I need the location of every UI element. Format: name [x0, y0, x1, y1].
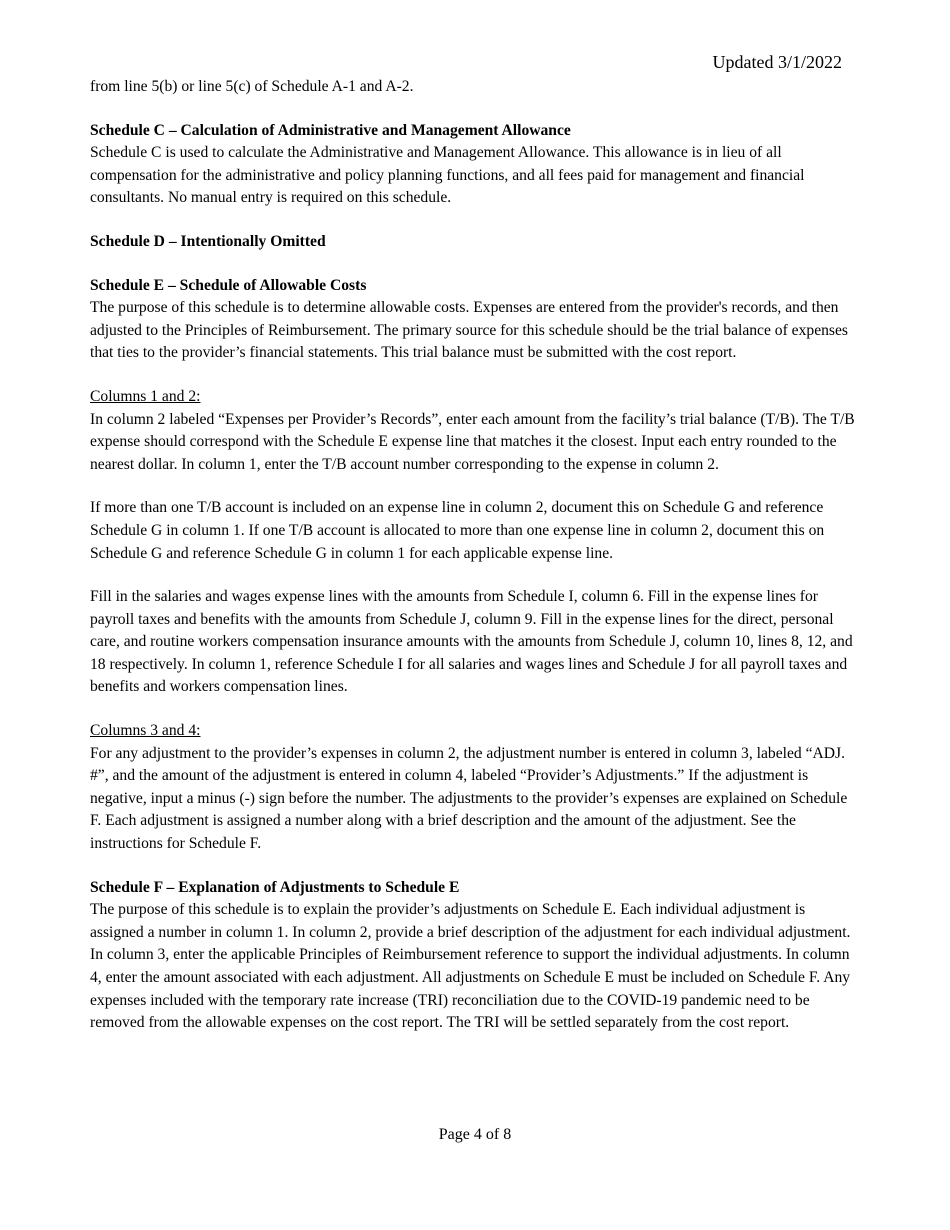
schedule-d-heading: Schedule D – Intentionally Omitted — [90, 232, 326, 250]
columns-1-2-paragraph-2: If more than one T/B account is included on an expense line in column 2, document this on Schedule G and reference Schedule G in column 1. If one T/B account is allocated to more than one expense line in column 2, document this on Schedule G and reference Schedule G in column 1 for each applicable expense line. — [90, 499, 825, 562]
schedule-c-body: Schedule C is used to calculate the Administrative and Management Allowance. This allowance is in lieu of all compensation for the administrative and policy planning functions, and all fees paid for management and financial consultants. No manual entry is required on this schedule. — [90, 144, 805, 207]
columns-1-2-paragraph-3: Fill in the salaries and wages expense lines with the amounts from Schedule I, column 6. Fill in the expense lines for payroll taxes and benefits with the amounts from Schedule J, column 9. Fill in the expense lines for the direct, personal care, and routine workers compensation insurance amounts with the amounts from Schedule J, column 10, lines 8, 12, and 18 respectively. In column 1, reference Schedule I for all salaries and wages lines and Schedule J for all payroll taxes and benefits and workers compensation lines. — [90, 588, 853, 696]
schedule-e-body: The purpose of this schedule is to determine allowable costs. Expenses are entered from the provider's records, and then adjusted to the Principles of Reimbursement. The primary source for this schedule should be the trial balance of expenses that ties to the provider’s financial statements. This trial balance must be submitted with the cost report. — [90, 299, 848, 362]
schedule-c-heading: Schedule C – Calculation of Administrative and Management Allowance — [90, 121, 571, 139]
schedule-f-heading: Schedule F – Explanation of Adjustments to Schedule E — [90, 878, 460, 896]
columns-1-2-paragraph-1: In column 2 labeled “Expenses per Provider’s Records”, enter each amount from the facility’s trial balance (T/B). The T/B expense should correspond with the Schedule E expense line that matches it the closest. Input each entry rounded to the nearest dollar. In column 1, enter the T/B account number corresponding to the expense in column 2. — [90, 410, 855, 473]
updated-date: Updated 3/1/2022 — [712, 52, 842, 72]
document-body — [90, 76, 862, 1035]
page-number: Page 4 of 8 — [438, 1126, 512, 1143]
intro-line: from line 5(b) or line 5(c) of Schedule A-1 and A-2. — [90, 78, 414, 95]
schedule-e-heading: Schedule E – Schedule of Allowable Costs — [90, 276, 367, 294]
columns-3-4-paragraph-1: For any adjustment to the provider’s expenses in column 2, the adjustment number is entered in column 3, labeled “ADJ. #”, and the amount of the adjustment is entered in column 4, labeled “Provider’s Adjustments.” If the adjustment is negative, input a minus (-) sign before the number. The adjustments to the provider’s expenses are explained on Schedule F. Each adjustment is assigned a number along with a brief description and the amount of the adjustment. See the instructions for Schedule F. — [90, 744, 848, 853]
columns-1-2-label: Columns 1 and 2: — [90, 387, 201, 405]
schedule-f-body: The purpose of this schedule is to explain the provider’s adjustments on Schedule E. Each individual adjustment is assigned a number in column 1. In column 2, provide a brief description of the adjustment for each individual adjustment. In column 3, enter the applicable Principles of Reimbursement reference to support the individual adjustments. In column 4, enter the amount associated with each adjustment. All adjustments on Schedule E must be included on Schedule F. Any expenses included with the temporary rate increase (TRI) reconciliation due to the COVID-19 pandemic need to be removed from the allowable expenses on the cost report. The TRI will be settled separately from the cost report. — [90, 901, 851, 1032]
columns-3-4-label: Columns 3 and 4: — [90, 722, 201, 740]
